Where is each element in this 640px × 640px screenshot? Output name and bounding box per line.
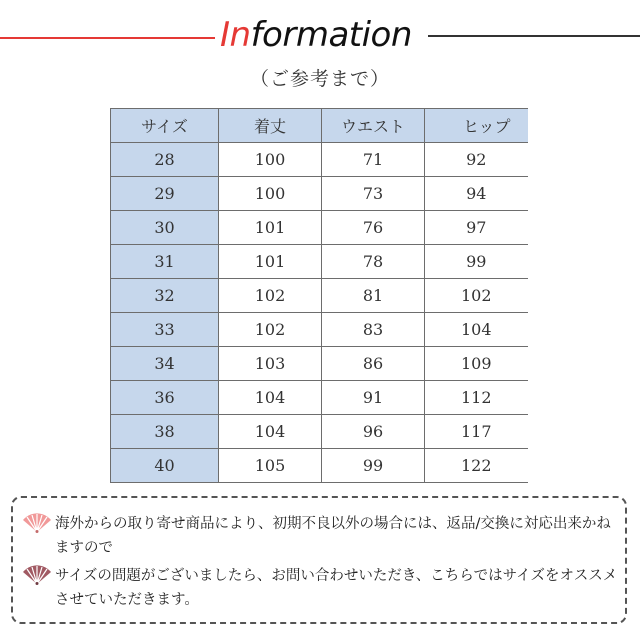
waist-cell: 71 — [322, 143, 425, 177]
hip-cell: 122 — [425, 449, 528, 483]
notice-text-returns: 海外からの取り寄せ商品により、初期不良以外の場合には、返品/交換に対応出来かねますので — [55, 516, 611, 556]
page-title — [220, 12, 430, 58]
hip-cell: 109 — [425, 347, 528, 381]
waist-cell: 81 — [322, 279, 425, 313]
column-header-size: サイズ — [111, 109, 219, 143]
table-row — [111, 313, 528, 347]
size-cell: 31 — [111, 245, 219, 279]
table-row — [111, 143, 528, 177]
size-cell: 28 — [111, 143, 219, 177]
table-row — [111, 415, 528, 449]
waist-cell: 96 — [322, 415, 425, 449]
header — [0, 0, 640, 70]
waist-cell: 76 — [322, 211, 425, 245]
size-cell: 36 — [111, 381, 219, 415]
size-cell: 40 — [111, 449, 219, 483]
waist-cell: 86 — [322, 347, 425, 381]
table-row — [111, 381, 528, 415]
size-cell: 29 — [111, 177, 219, 211]
table-row — [111, 449, 528, 483]
title-rest: formation — [250, 15, 412, 55]
length-cell: 100 — [219, 177, 322, 211]
hip-cell: 99 — [425, 245, 528, 279]
length-cell: 101 — [219, 245, 322, 279]
size-cell: 38 — [111, 415, 219, 449]
table-header-row — [111, 109, 528, 143]
size-cell: 32 — [111, 279, 219, 313]
length-cell: 104 — [219, 381, 322, 415]
column-header-length: 着丈 — [219, 109, 322, 143]
length-cell: 103 — [219, 347, 322, 381]
title-accent: In — [220, 15, 251, 55]
hip-cell: 102 — [425, 279, 528, 313]
hip-cell: 94 — [425, 177, 528, 211]
hip-cell: 117 — [425, 415, 528, 449]
column-header-waist: ウエスト — [322, 109, 425, 143]
length-cell: 100 — [219, 143, 322, 177]
title-divider-right — [428, 35, 640, 37]
fan-icon — [21, 512, 53, 534]
notice-item — [21, 564, 621, 612]
notice-box — [11, 496, 627, 624]
hip-cell: 112 — [425, 381, 528, 415]
table-row — [111, 279, 528, 313]
table-row — [111, 211, 528, 245]
subtitle: （ご参考まで） — [249, 68, 390, 90]
hip-cell: 97 — [425, 211, 528, 245]
length-cell: 102 — [219, 313, 322, 347]
size-cell: 33 — [111, 313, 219, 347]
waist-cell: 83 — [322, 313, 425, 347]
waist-cell: 78 — [322, 245, 425, 279]
waist-cell: 73 — [322, 177, 425, 211]
size-cell: 34 — [111, 347, 219, 381]
size-cell: 30 — [111, 211, 219, 245]
title-divider-left — [0, 37, 215, 39]
notice-item — [21, 512, 621, 560]
column-header-hip: ヒップ — [425, 109, 528, 143]
hip-cell: 104 — [425, 313, 528, 347]
waist-cell: 91 — [322, 381, 425, 415]
table-row — [111, 177, 528, 211]
length-cell: 105 — [219, 449, 322, 483]
length-cell: 102 — [219, 279, 322, 313]
waist-cell: 99 — [322, 449, 425, 483]
fan-icon — [21, 564, 53, 586]
notice-text-sizing: サイズの問題がございましたら、お問い合わせいただき、こちらではサイズをオススメさせていただきます。 — [55, 568, 618, 608]
table-row — [111, 245, 528, 279]
table-row — [111, 347, 528, 381]
length-cell: 104 — [219, 415, 322, 449]
length-cell: 101 — [219, 211, 322, 245]
hip-cell: 92 — [425, 143, 528, 177]
size-table — [110, 108, 528, 483]
